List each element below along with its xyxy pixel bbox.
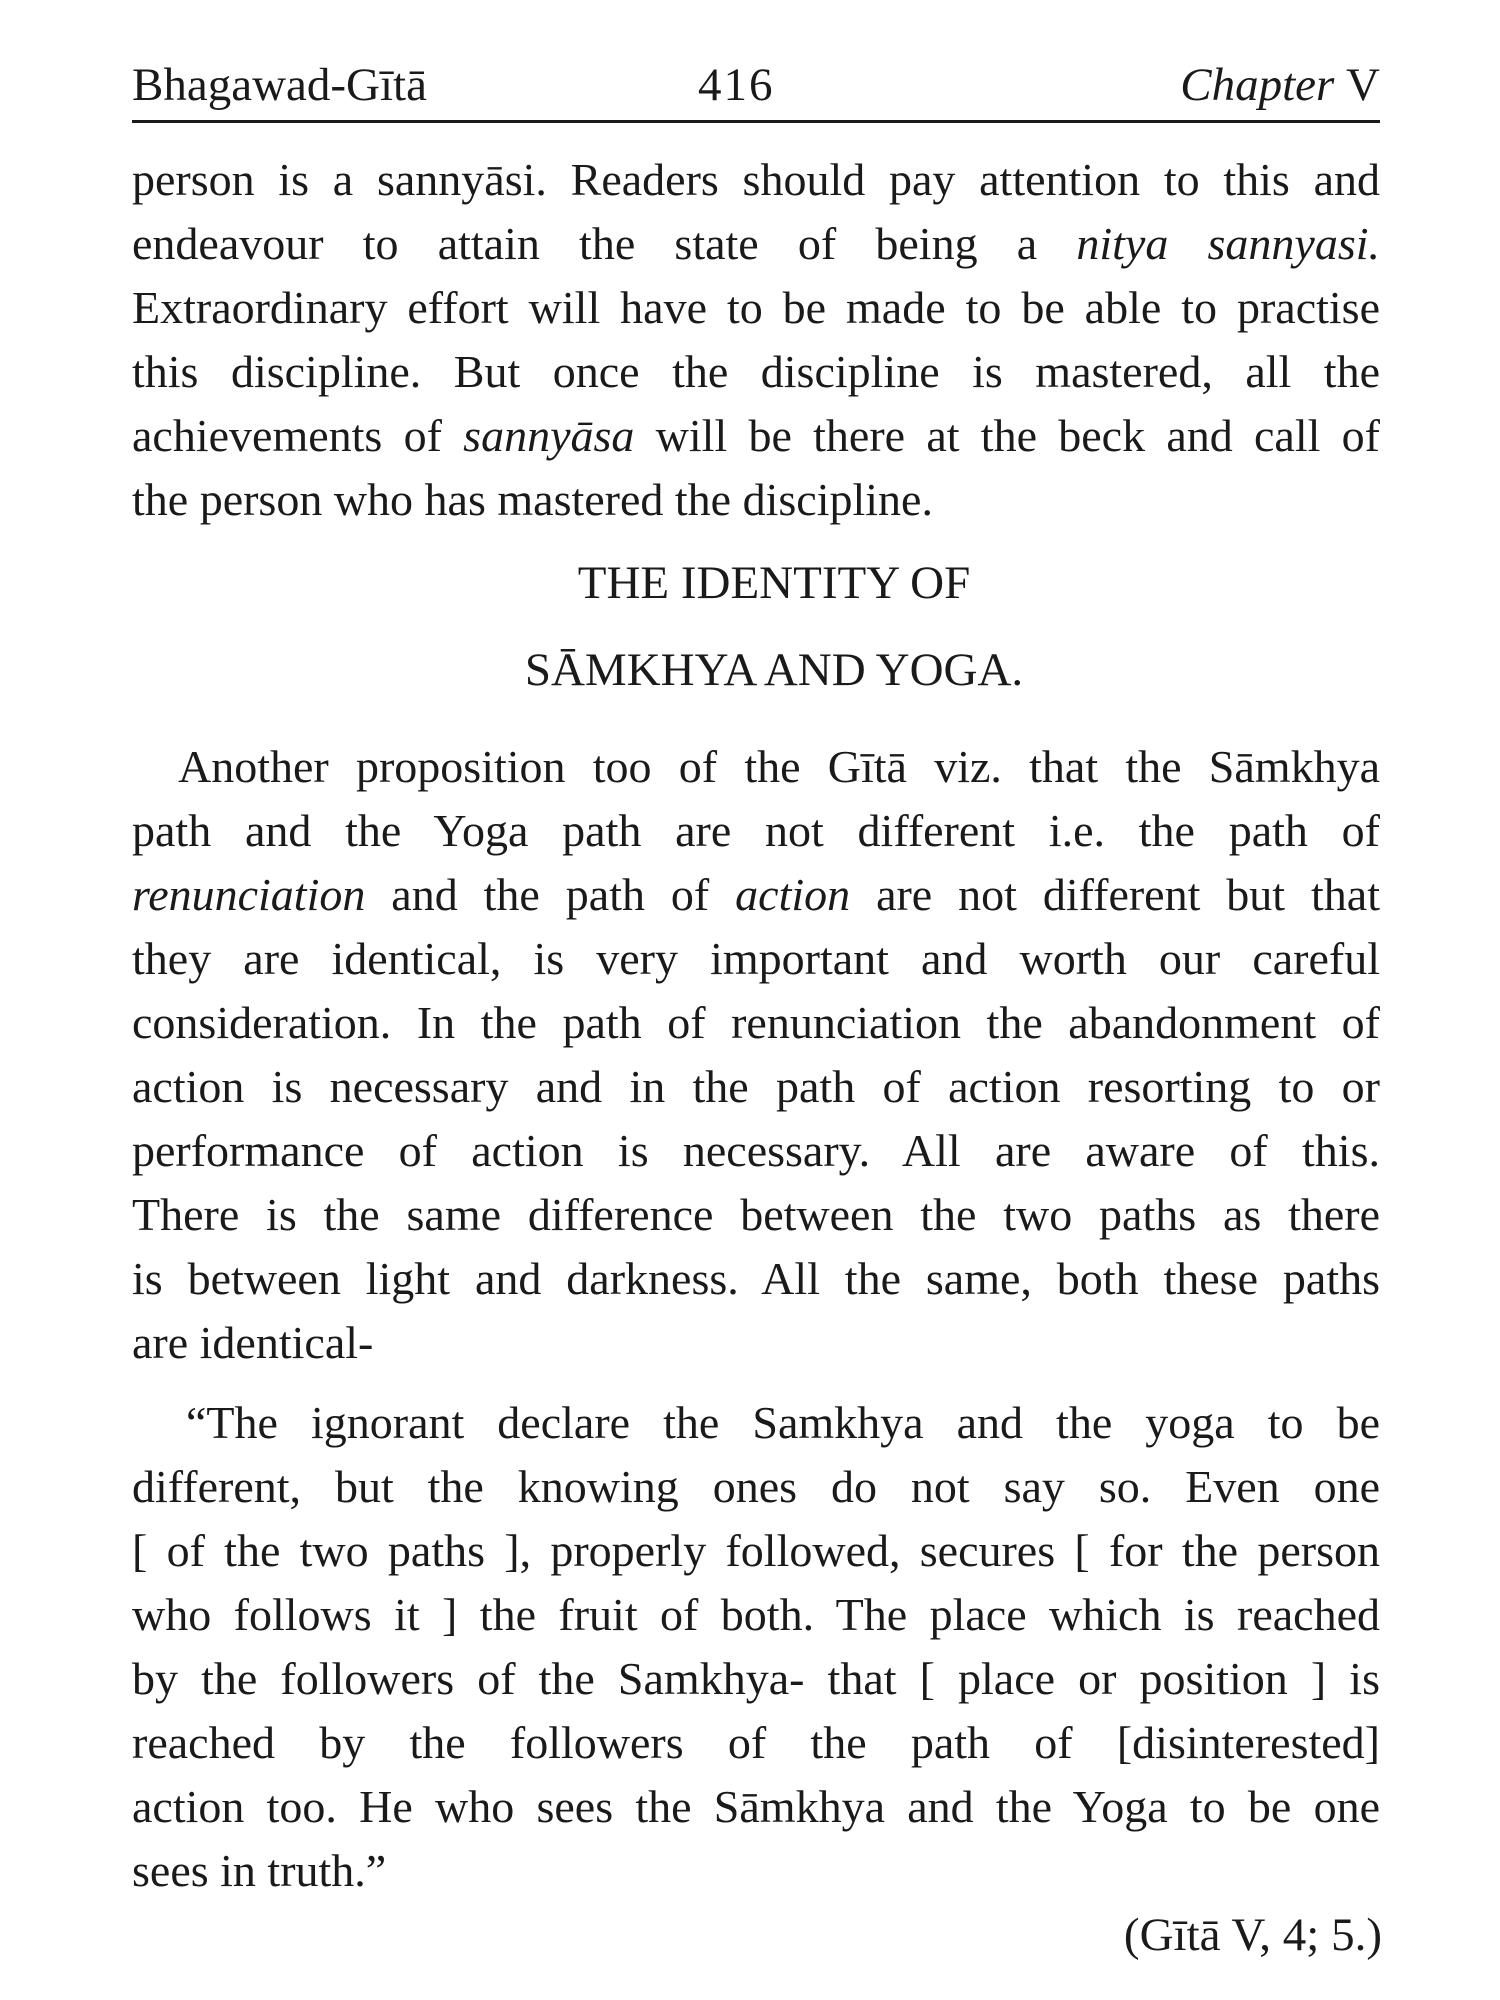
- text-line: is between light and darkness. All the same, both these paths: [132, 1253, 1380, 1304]
- running-header: [132, 52, 1380, 118]
- text-line: person is a sannyāsi. Readers should pay attention to this and: [132, 154, 1380, 205]
- italic-term: nitya sannyasi.: [1076, 218, 1380, 269]
- chapter-label: [1180, 52, 1380, 118]
- quote-line: action too. He who sees the Sāmkhya and the Yoga to be one: [132, 1781, 1380, 1832]
- quote-line: different, but the knowing ones do not say so. Even one: [132, 1461, 1380, 1512]
- verse-citation: (Gītā V, 4; 5.): [1123, 1909, 1382, 1961]
- quote-line: sees in truth.”: [132, 1845, 387, 1896]
- quote-line: [ of the two paths ], properly followed, secures [ for the person: [132, 1525, 1380, 1576]
- text-line: this discipline. But once the discipline is mastered, all the: [132, 346, 1380, 397]
- text-run: will be there at the beck and call of: [634, 410, 1380, 461]
- text-line: path and the Yoga path are not different i.e. the path of: [132, 805, 1380, 856]
- text-line: performance of action is necessary. All are aware of this.: [132, 1125, 1380, 1176]
- quote-line: by the followers of the Samkhya- that [ place or position ] is: [132, 1653, 1380, 1704]
- italic-term: renunciation: [132, 869, 366, 920]
- italic-term: sannyāsa: [463, 410, 635, 461]
- text-line: are identical-: [132, 1317, 374, 1368]
- text-line: action is necessary and in the path of action resorting to or: [132, 1061, 1380, 1112]
- quote-line: “The ignorant declare the Samkhya and the yoga to be: [186, 1397, 1380, 1448]
- text-line: [132, 863, 1380, 927]
- chapter-number: V: [1346, 59, 1380, 111]
- text-line: [132, 212, 1380, 276]
- text-line: [132, 404, 1380, 468]
- text-line: There is the same difference between the two paths as there: [132, 1189, 1380, 1240]
- text-run: achievements of: [132, 410, 464, 461]
- text-line: the person who has mastered the discipline.: [132, 474, 933, 525]
- header-rule: [132, 120, 1380, 123]
- text-line: they are identical, is very important and worth our careful: [132, 933, 1380, 984]
- chapter-word: Chapter: [1180, 59, 1335, 111]
- section-heading-line-1: THE IDENTITY OF: [577, 557, 971, 609]
- text-run: are not different but that: [850, 869, 1380, 920]
- section-heading-line-2: SĀMKHYA AND YOGA.: [524, 644, 1024, 696]
- quote-line: reached by the followers of the path of [disinterested]: [132, 1717, 1380, 1768]
- text-run: and the path of: [365, 869, 736, 920]
- italic-term: action: [735, 869, 851, 920]
- text-run: endeavour to attain the state of being a: [132, 218, 1077, 269]
- text-line: Extraordinary effort will have to be made to be able to practise: [132, 282, 1380, 333]
- text-line: consideration. In the path of renunciation the abandonment of: [132, 997, 1380, 1048]
- book-title: Bhagawad-Gītā: [132, 59, 427, 111]
- text-line: Another proposition too of the Gītā viz. that the Sāmkhya: [178, 741, 1380, 792]
- page-number: 416: [698, 59, 775, 111]
- quote-line: who follows it ] the fruit of both. The place which is reached: [132, 1589, 1380, 1640]
